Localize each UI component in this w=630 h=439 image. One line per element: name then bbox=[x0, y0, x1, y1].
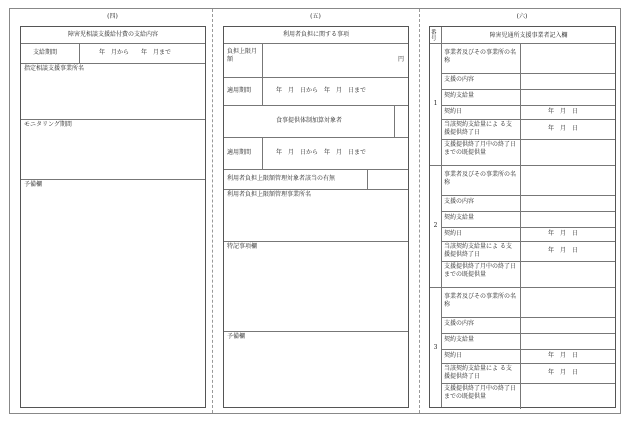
divider bbox=[262, 43, 263, 77]
office-name-label: 指定相談支援事業所名 bbox=[24, 65, 85, 72]
meal-row bbox=[224, 105, 408, 137]
number-column-divider bbox=[441, 27, 442, 407]
monitoring-row bbox=[21, 119, 205, 179]
support-content-cell-label: 支援の内容 bbox=[444, 320, 475, 327]
panel-5-title: 利用者負担に関する事項 bbox=[282, 31, 349, 38]
apply-period-2-value: 年 月 日から 年 月 日まで bbox=[276, 149, 367, 156]
monitoring-label: モニタリング期間 bbox=[24, 121, 72, 128]
burden-label: 負担上限月額 bbox=[227, 48, 258, 63]
support-content-cell-label: 支援の内容 bbox=[444, 76, 475, 83]
contract-date-cell-label: 契約日 bbox=[444, 230, 463, 237]
provision-end-cell-label: 当該契約支給量によ る支援提供終了日 bbox=[444, 121, 512, 136]
office-name-cell-label: 事業者及びその事業所の名称 bbox=[444, 293, 517, 308]
contract-amount-cell-label: 契約支給量 bbox=[444, 92, 475, 99]
recipient-certificate-sheet bbox=[9, 8, 621, 414]
reserve-label-5: 予備欄 bbox=[227, 333, 246, 340]
row-divider bbox=[441, 383, 615, 384]
provision-end-cell-date-value: 年 月 日 bbox=[548, 247, 579, 254]
mgmt-office-label: 利用者負担上限額管理事業所名 bbox=[227, 191, 312, 198]
office-name-cell-label: 事業者及びその事業所の名称 bbox=[444, 171, 517, 186]
divider bbox=[367, 169, 368, 189]
apply-period-2-row bbox=[224, 137, 408, 169]
row-divider bbox=[441, 227, 615, 228]
group-divider bbox=[430, 165, 615, 166]
row-divider bbox=[441, 261, 615, 262]
row-divider bbox=[441, 349, 615, 350]
panel-6-title: 障害児通所支援事業者記入欄 bbox=[489, 32, 568, 39]
burden-row bbox=[224, 43, 408, 77]
provision-end-cell-label: 当該契約支給量によ る支援提供終了日 bbox=[444, 365, 512, 380]
label-column-divider bbox=[520, 43, 521, 165]
panel-6-number: (六) bbox=[516, 13, 528, 20]
contract-date-cell-date-value: 年 月 日 bbox=[548, 352, 579, 359]
support-period-row bbox=[21, 43, 205, 63]
panel-4-title: 障害児相談支援給付費の支給内容 bbox=[67, 31, 158, 38]
special-label: 特記事項欄 bbox=[227, 243, 258, 250]
support-content-cell-label: 支援の内容 bbox=[444, 198, 475, 205]
contract-date-cell-label: 契約日 bbox=[444, 108, 463, 115]
divider bbox=[262, 137, 263, 169]
mgmt-office-row bbox=[224, 189, 408, 241]
panel-5 bbox=[223, 13, 408, 21]
panel-5-number: (五) bbox=[310, 13, 321, 20]
apply-period-2-label: 適用期間 bbox=[227, 149, 252, 156]
divider bbox=[394, 105, 395, 137]
panel-5-box bbox=[223, 26, 409, 408]
row-divider bbox=[441, 89, 615, 90]
office-name-cell-label: 事業者及びその事業所の名称 bbox=[444, 49, 517, 64]
contract-date-cell-date-value: 年 月 日 bbox=[548, 108, 579, 115]
special-row bbox=[224, 241, 408, 331]
row-divider bbox=[441, 363, 615, 364]
group-divider bbox=[430, 287, 615, 288]
mgmt-label: 利用者負担上限額管理対象者該当の有無 bbox=[227, 175, 336, 182]
group-number: 1 bbox=[433, 100, 438, 107]
reserve-row bbox=[21, 179, 205, 407]
meal-label: 食事提供体制加算対象者 bbox=[275, 117, 342, 124]
fold-line-left bbox=[212, 9, 213, 413]
row-divider bbox=[441, 211, 615, 212]
provided-amount-cell-label: 支援提供終了月中の終了日までの既提供量 bbox=[444, 385, 517, 400]
provision-end-cell-date-value: 年 月 日 bbox=[548, 369, 579, 376]
contract-amount-cell-label: 契約支給量 bbox=[444, 336, 475, 343]
divider bbox=[79, 43, 80, 63]
provision-end-cell-label: 当該契約支給量によ る支援提供終了日 bbox=[444, 243, 512, 258]
group-number: 2 bbox=[433, 222, 438, 229]
apply-period-row bbox=[224, 77, 408, 105]
row-divider bbox=[441, 241, 615, 242]
reserve-label: 予備欄 bbox=[24, 181, 43, 188]
number-header: 番号 bbox=[431, 30, 437, 42]
contract-date-cell-date-value: 年 月 日 bbox=[548, 230, 579, 237]
panel-4 bbox=[20, 13, 205, 21]
fold-line-right bbox=[419, 9, 420, 413]
contract-amount-cell-label: 契約支給量 bbox=[444, 214, 475, 221]
office-name-row bbox=[21, 63, 205, 119]
panel-6-box bbox=[429, 26, 616, 408]
provided-amount-cell-label: 支援提供終了月中の終了日までの既提供量 bbox=[444, 263, 517, 278]
panel-6 bbox=[429, 13, 615, 21]
contract-date-cell-label: 契約日 bbox=[444, 352, 463, 359]
burden-unit: 円 bbox=[397, 56, 404, 63]
label-column-divider bbox=[520, 165, 521, 287]
support-period-label: 支給期間 bbox=[33, 49, 58, 56]
panel-4-box bbox=[20, 26, 206, 408]
row-divider bbox=[441, 73, 615, 74]
group-divider bbox=[430, 43, 615, 44]
mgmt-row bbox=[224, 169, 408, 189]
row-divider bbox=[441, 317, 615, 318]
provided-amount-cell-label: 支援提供終了月中の終了日までの既提供量 bbox=[444, 141, 517, 156]
label-column-divider bbox=[520, 287, 521, 409]
divider bbox=[262, 77, 263, 105]
row-divider bbox=[441, 119, 615, 120]
row-divider bbox=[441, 195, 615, 196]
reserve-row-5 bbox=[224, 331, 408, 407]
row-divider bbox=[441, 139, 615, 140]
apply-period-value: 年 月 日から 年 月 日まで bbox=[276, 87, 367, 94]
provision-end-cell-date-value: 年 月 日 bbox=[548, 125, 579, 132]
row-divider bbox=[441, 105, 615, 106]
row-divider bbox=[441, 333, 615, 334]
group-number: 3 bbox=[433, 344, 438, 351]
apply-period-label: 適用期間 bbox=[227, 87, 252, 94]
panel-4-number: (四) bbox=[107, 13, 118, 20]
support-period-value: 年 月から 年 月まで bbox=[99, 49, 172, 56]
